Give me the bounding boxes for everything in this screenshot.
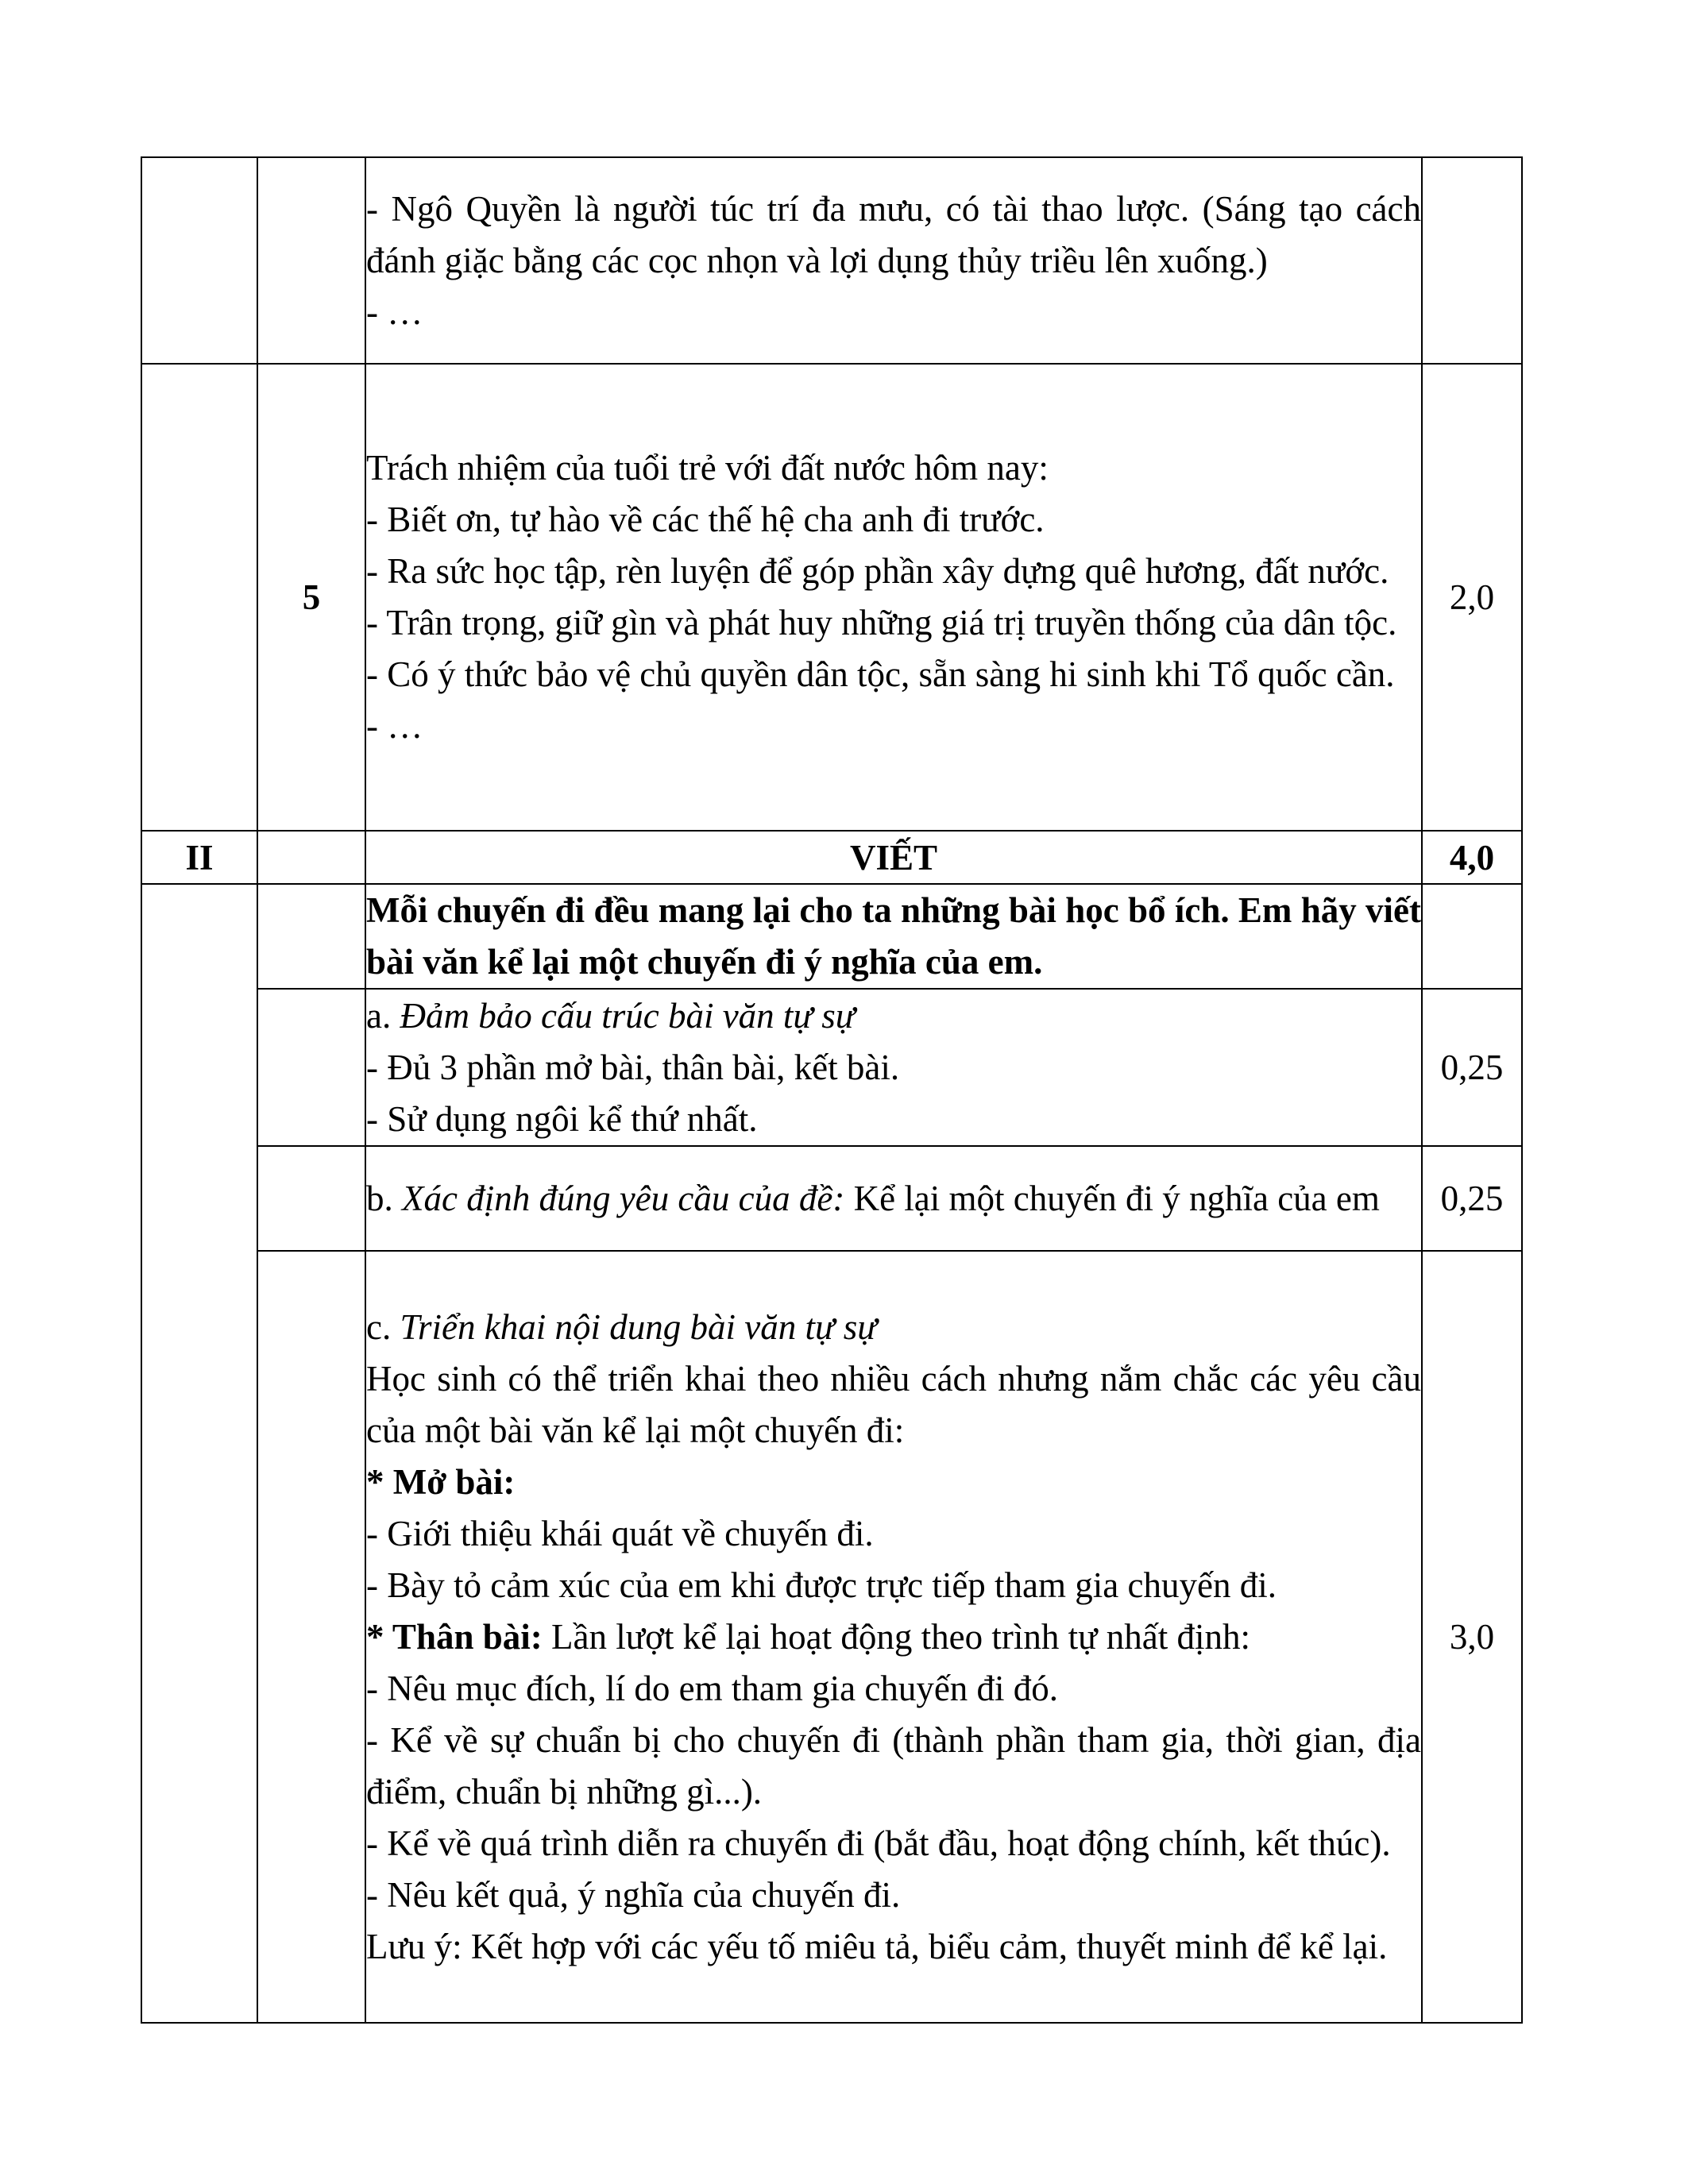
answer-line: - Ra sức học tập, rèn luyện để góp phần xây dựng quê hương, đất nước. [366,551,1389,591]
rubric-row-q5 [141,364,1522,831]
criterion-c-content [365,1251,1422,2023]
answer-line: - Có ý thức bảo vệ chủ quyền dân tộc, sẵn sàng hi sinh khi Tổ quốc cần. [366,654,1395,694]
section-heading-row [141,831,1522,884]
prompt-row [141,884,1522,989]
mo-bai-line: - Giới thiệu khái quát về chuyến đi. [366,1513,874,1553]
score-value: 0,25 [1422,989,1522,1146]
answer-line: - … [366,706,423,746]
question-number: 5 [257,364,365,831]
than-bai-label: * Thân bài: [366,1616,543,1657]
score-value: 3,0 [1422,1251,1522,2023]
mo-bai-label: * Mở bài: [366,1461,516,1502]
than-bai-text: Lần lượt kể lại hoạt động theo trình tự nhất định: [542,1616,1250,1657]
criterion-line: - Sử dụng ngôi kể thứ nhất. [366,1098,758,1139]
section-roman-numeral: II [141,831,257,884]
note-line: Lưu ý: Kết hợp với các yếu tố miêu tả, biểu cảm, thuyết minh để kể lại. [366,1926,1388,1966]
score-cell [1422,884,1522,989]
section-cell [141,884,257,2023]
criterion-text: Kể lại một chuyến đi ý nghĩa của em [844,1178,1380,1218]
writing-prompt [365,884,1422,989]
than-bai-line: - Kể về quá trình diễn ra chuyến đi (bắt đầu, hoạt động chính, kết thúc). [366,1823,1391,1863]
question-number-cell [257,1146,365,1251]
question-number-cell [257,989,365,1146]
than-bai-line: - Nêu mục đích, lí do em tham gia chuyến đi đó. [366,1668,1059,1708]
section-cell [141,157,257,364]
answer-content-cell [365,157,1422,364]
grading-rubric-table [141,156,1523,2024]
question-number-cell [257,157,365,364]
question-number-cell [257,884,365,989]
score-cell [1422,157,1522,364]
section-score: 4,0 [1422,831,1522,884]
criterion-a-content [365,989,1422,1146]
criterion-title: Đảm bảo cấu trúc bài văn tự sự [400,995,856,1036]
than-bai-line: - Nêu kết quả, ý nghĩa của chuyến đi. [366,1874,901,1915]
answer-line: - Trân trọng, giữ gìn và phát huy những giá trị truyền thống của dân tộc. [366,603,1397,642]
section-title: VIẾT [365,831,1422,884]
criterion-title: Triển khai nội dung bài văn tự sự [400,1306,877,1347]
criterion-b-content [365,1146,1422,1251]
answer-line: - … [366,291,423,332]
criterion-c-heading [366,1302,1421,1353]
question-number-cell [257,831,365,884]
criterion-c-row [141,1251,1522,2023]
answer-content-cell [365,364,1422,831]
score-value: 2,0 [1422,364,1522,831]
score-value: 0,25 [1422,1146,1522,1251]
criterion-title: Xác định đúng yêu cầu của đề: [402,1178,845,1218]
criterion-intro: Học sinh có thể triển khai theo nhiều cách nhưng nắm chắc các yêu cầu của một bài văn kể lại một chuyến đi: [366,1358,1421,1450]
criterion-a-heading [366,990,1421,1042]
criterion-prefix: c. [366,1306,400,1347]
question-number-cell [257,1251,365,2023]
criterion-prefix: b. [366,1178,402,1218]
mo-bai-line: - Bày tỏ cảm xúc của em khi được trực tiếp tham gia chuyến đi. [366,1565,1277,1605]
criterion-prefix: a. [366,995,400,1036]
criterion-b-row [141,1146,1522,1251]
prompt-text: Mỗi chuyến đi đều mang lại cho ta những bài học bổ ích. Em hãy viết bài văn kể lại một chuyến đi ý nghĩa của em. [366,890,1421,982]
answer-line: Trách nhiệm của tuổi trẻ với đất nước hôm nay: [366,448,1049,488]
section-cell [141,364,257,831]
answer-line: - Biết ơn, tự hào về các thế hệ cha anh đi trước. [366,500,1045,539]
rubric-row-q4-continued [141,157,1522,364]
answer-line: - Ngô Quyền là người túc trí đa mưu, có tài thao lược. (Sáng tạo cách đánh giặc bằng các cọc nhọn và lợi dụng thủy triều lên xuống.) [366,188,1421,280]
than-bai-line: - Kể về sự chuẩn bị cho chuyến đi (thành phần tham gia, thời gian, địa điểm, chuẩn bị những gì...). [366,1719,1421,1812]
criterion-a-row [141,989,1522,1146]
criterion-line: - Đủ 3 phần mở bài, thân bài, kết bài. [366,1047,900,1087]
than-bai-heading [366,1611,1421,1663]
